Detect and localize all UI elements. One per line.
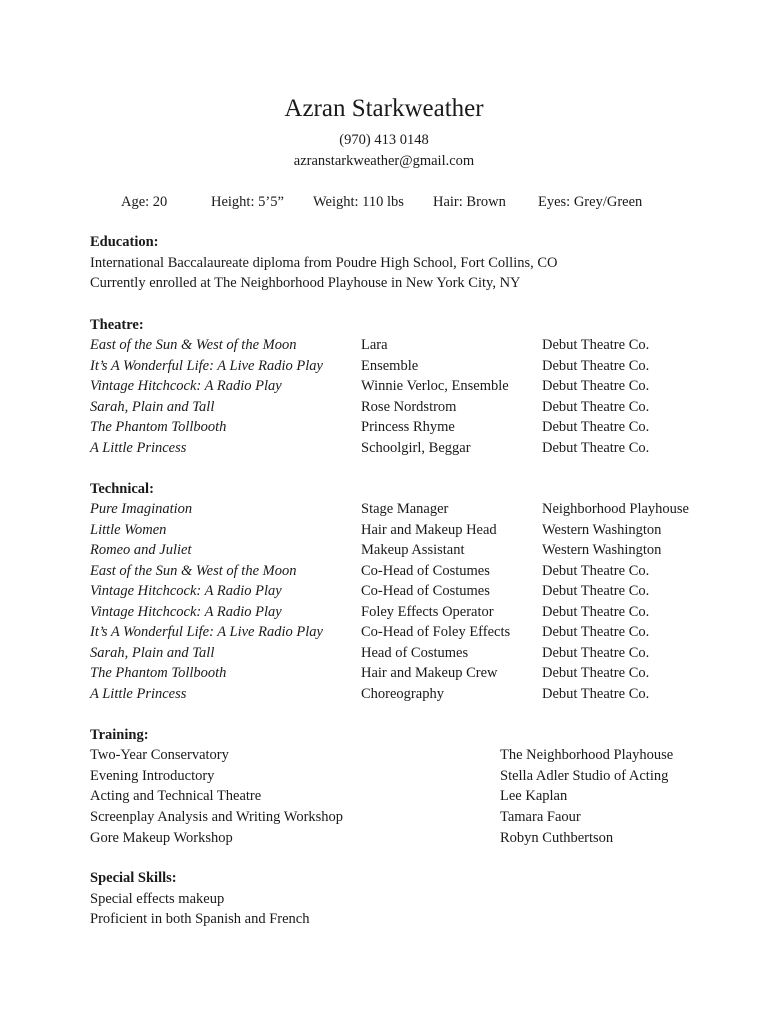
- training-program: Two-Year Conservatory: [90, 747, 229, 763]
- production-title: Pure Imagination: [90, 501, 193, 517]
- education-line: Currently enrolled at The Neighborhood Playhouse in New York City, NY: [90, 275, 521, 291]
- role: Schoolgirl, Beggar: [361, 440, 471, 456]
- training-program: Acting and Technical Theatre: [90, 788, 262, 804]
- company: Debut Theatre Co.: [542, 358, 650, 374]
- theatre-row: [90, 335, 730, 355]
- company: Western Washington: [542, 542, 662, 558]
- position: Foley Effects Operator: [361, 604, 494, 620]
- production-title: Vintage Hitchcock: A Radio Play: [90, 378, 282, 394]
- training-institution: Lee Kaplan: [500, 788, 568, 804]
- stat-hair: Hair: Brown: [433, 194, 506, 210]
- production-title: A Little Princess: [90, 440, 187, 456]
- training-row: [90, 807, 730, 827]
- position: Co-Head of Costumes: [361, 583, 490, 599]
- position: Hair and Makeup Crew: [361, 665, 498, 681]
- production-title: The Phantom Tollbooth: [90, 419, 227, 435]
- company: Debut Theatre Co.: [542, 440, 650, 456]
- skills-heading: Special Skills:: [90, 870, 177, 886]
- role: Ensemble: [361, 358, 419, 374]
- phone-number: (970) 413 0148: [339, 132, 429, 148]
- role: Princess Rhyme: [361, 419, 455, 435]
- company: Debut Theatre Co.: [542, 419, 650, 435]
- company: Debut Theatre Co.: [542, 604, 650, 620]
- production-title: It’s A Wonderful Life: A Live Radio Play: [90, 358, 323, 374]
- role: Winnie Verloc, Ensemble: [361, 378, 509, 394]
- theatre-row: [90, 376, 730, 396]
- training-row: [90, 828, 730, 848]
- technical-row: [90, 561, 730, 581]
- email-address: azranstarkweather@gmail.com: [293, 153, 475, 169]
- production-title: Little Women: [90, 522, 167, 538]
- role: Lara: [361, 337, 388, 353]
- production-title: Sarah, Plain and Tall: [90, 645, 215, 661]
- production-title: Vintage Hitchcock: A Radio Play: [90, 604, 282, 620]
- resume-name: Azran Starkweather: [284, 95, 484, 122]
- company: Debut Theatre Co.: [542, 563, 650, 579]
- training-institution: Stella Adler Studio of Acting: [500, 768, 669, 784]
- technical-row: [90, 499, 730, 519]
- technical-row: [90, 602, 730, 622]
- technical-row: [90, 684, 730, 704]
- technical-heading: Technical:: [90, 481, 154, 497]
- education-heading: Education:: [90, 234, 159, 250]
- position: Choreography: [361, 686, 444, 702]
- position: Stage Manager: [361, 501, 449, 517]
- theatre-heading: Theatre:: [90, 317, 144, 333]
- theatre-row: [90, 438, 730, 458]
- company: Debut Theatre Co.: [542, 624, 650, 640]
- position: Hair and Makeup Head: [361, 522, 497, 538]
- company: Western Washington: [542, 522, 662, 538]
- technical-row: [90, 663, 730, 683]
- production-title: East of the Sun & West of the Moon: [90, 563, 297, 579]
- theatre-row: [90, 417, 730, 437]
- company: Debut Theatre Co.: [542, 337, 650, 353]
- stat-height: Height: 5’5”: [211, 194, 284, 210]
- technical-row: [90, 540, 730, 560]
- company: Debut Theatre Co.: [542, 399, 650, 415]
- theatre-row: [90, 397, 730, 417]
- company: Debut Theatre Co.: [542, 583, 650, 599]
- position: Co-Head of Foley Effects: [361, 624, 511, 640]
- skill-item: Proficient in both Spanish and French: [90, 911, 310, 927]
- production-title: A Little Princess: [90, 686, 187, 702]
- theatre-row: [90, 356, 730, 376]
- technical-row: [90, 520, 730, 540]
- position: Head of Costumes: [361, 645, 469, 661]
- stat-age: Age: 20: [121, 194, 168, 210]
- production-title: It’s A Wonderful Life: A Live Radio Play: [90, 624, 323, 640]
- training-row: [90, 786, 730, 806]
- stat-weight: Weight: 110 lbs: [313, 194, 404, 210]
- company: Debut Theatre Co.: [542, 645, 650, 661]
- training-row: [90, 766, 730, 786]
- production-title: East of the Sun & West of the Moon: [90, 337, 297, 353]
- training-row: [90, 745, 730, 765]
- training-program: Gore Makeup Workshop: [90, 830, 233, 846]
- position: Co-Head of Costumes: [361, 563, 490, 579]
- company: Debut Theatre Co.: [542, 686, 650, 702]
- training-institution: Robyn Cuthbertson: [500, 830, 614, 846]
- production-title: The Phantom Tollbooth: [90, 665, 227, 681]
- position: Makeup Assistant: [361, 542, 465, 558]
- skill-item: Special effects makeup: [90, 891, 225, 907]
- education-line: International Baccalaureate diploma from Poudre High School, Fort Collins, CO: [90, 255, 558, 271]
- company: Debut Theatre Co.: [542, 378, 650, 394]
- production-title: Vintage Hitchcock: A Radio Play: [90, 583, 282, 599]
- company: Debut Theatre Co.: [542, 665, 650, 681]
- training-program: Screenplay Analysis and Writing Workshop: [90, 809, 344, 825]
- role: Rose Nordstrom: [361, 399, 457, 415]
- company: Neighborhood Playhouse: [542, 501, 689, 517]
- production-title: Romeo and Juliet: [90, 542, 192, 558]
- training-institution: Tamara Faour: [500, 809, 581, 825]
- production-title: Sarah, Plain and Tall: [90, 399, 215, 415]
- stat-eyes: Eyes: Grey/Green: [538, 194, 643, 210]
- technical-row: [90, 622, 730, 642]
- training-heading: Training:: [90, 727, 149, 743]
- training-program: Evening Introductory: [90, 768, 215, 784]
- training-institution: The Neighborhood Playhouse: [500, 747, 674, 763]
- technical-row: [90, 581, 730, 601]
- technical-row: [90, 643, 730, 663]
